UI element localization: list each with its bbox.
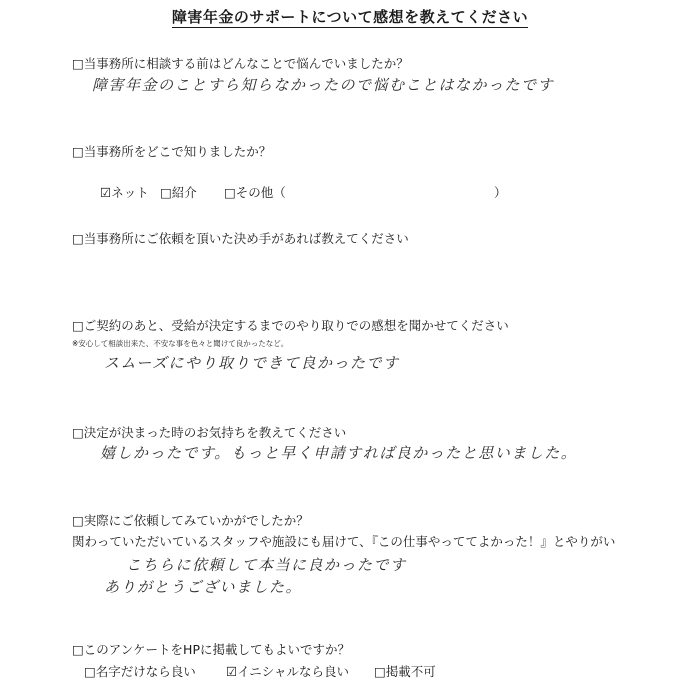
question-5: □決定が決まった時のお気持ちを教えてください [72,425,347,440]
question-6: □実際にご依頼してみていかがでしたか？ [72,513,309,528]
option-initials-checked[interactable]: ☑イニシャルなら良い [226,664,349,679]
answer-1-handwriting: 障害年金のことすら知らなかったので悩むことはなかったです [92,76,555,94]
question-6-line-2: 関わっていただいているスタッフや施設にも届けて、『この仕事やっててよかった！』とやりがい [72,534,616,549]
option-net-checked[interactable]: ☑ネット [100,185,149,200]
answer-4-handwriting: スムーズにやり取りできて良かったです [104,354,400,372]
option-surname-only[interactable]: □名字だけなら良い [84,664,196,679]
form-title-text: 障害年金のサポートについて感想を教えてください [171,8,529,26]
question-4: □ご契約のあと、受給が決定するまでのやり取りでの感想を聞かせてください [72,318,509,333]
question-3: □当事務所にご依頼を頂いた決め手があれば教えてください [72,231,409,246]
answer-5-handwriting: 嬉しかったです。もっと早く申請すれば良かったと思いました。 [100,444,578,462]
option-introduction[interactable]: □紹介 [160,185,197,200]
question-7: □このアンケートをHPに掲載してもよいですか？ [72,642,350,657]
option-other[interactable]: □その他（ [224,185,286,200]
option-other-close-paren: ） [494,185,507,200]
question-2: □当事務所をどこで知りましたか？ [72,144,272,159]
form-title [0,6,700,27]
question-4-note: ※安心して相談出来た、不安な事を色々と聞けて良かったなど。 [72,339,289,348]
option-not-published[interactable]: □掲載不可 [374,664,436,679]
answer-6-handwriting-line-2: ありがとうございました。 [104,578,303,596]
question-1: □当事務所に相談する前はどんなことで悩んでいましたか？ [72,56,409,71]
answer-6-handwriting-line-1: こちらに依頼して本当に良かったです [126,556,407,574]
